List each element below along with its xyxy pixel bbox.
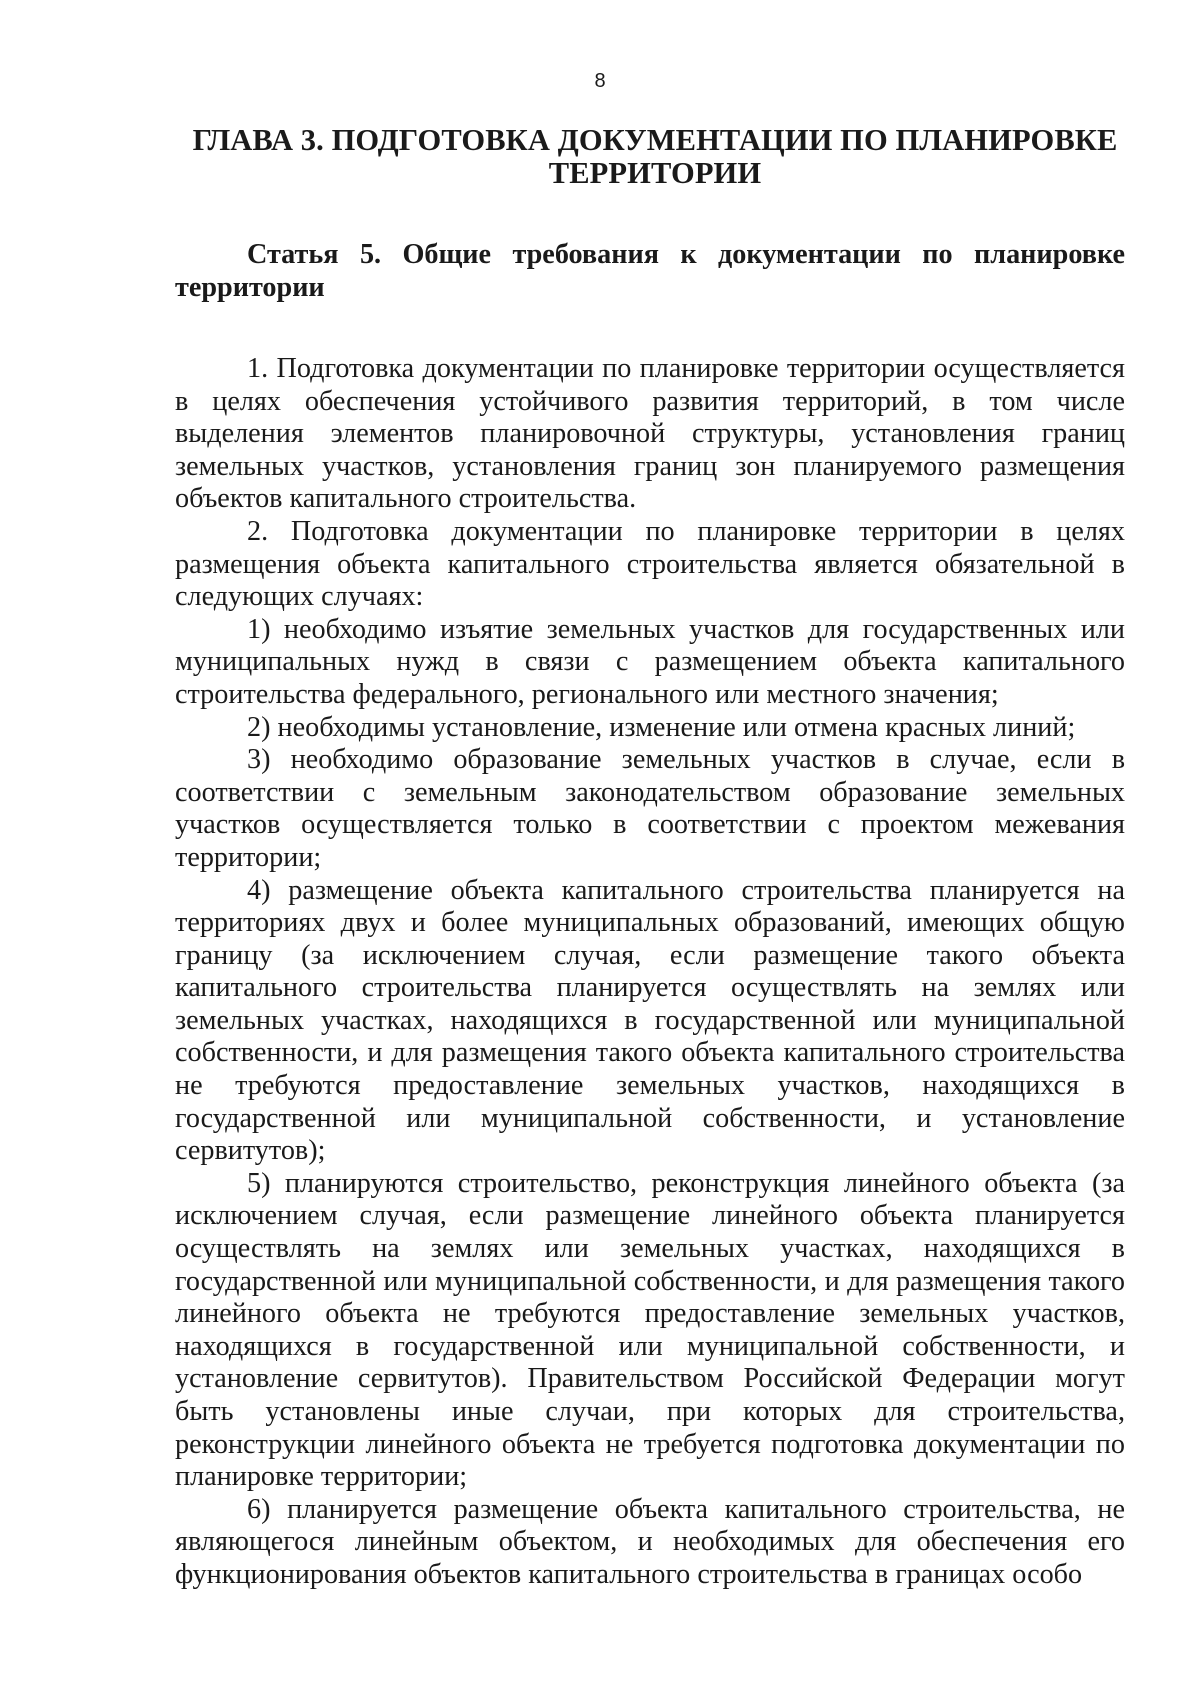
list-item-3: 3) необходимо образование земельных участков в случае, если в соответствии с земельным законодательством образование земельных участков осуществляется только в соответствии с проектом межевания территории; <box>175 744 1125 873</box>
paragraph-2: 2. Подготовка документации по планировке территории в целях размещения объекта капитального строительства является обязательной в следующих случаях: <box>175 515 1125 613</box>
chapter-title-line-2: ТЕРРИТОРИИ <box>548 156 762 190</box>
article-body <box>175 353 1125 1592</box>
article-title: Статья 5. Общие требования к документации по планировке территории <box>175 239 1125 303</box>
list-item-4: 4) размещение объекта капитального строительства планируется на территориях двух и более муниципальных образований, имеющих общую границу (за исключением случая, если размещение такого объекта капитального строительства планируется осуществлять на землях или земельных участках, находящихся в государственной или муниципальной собственности, и для размещения такого объекта капитального строительства не требуются предоставление земельных участков, находящихся в государственной или муниципальной собственности, и установление сервитутов); <box>175 874 1125 1167</box>
page-number: 8 <box>594 70 606 92</box>
chapter-title <box>175 124 1135 190</box>
list-item-2: 2) необходимы установление, изменение или отмена красных линий; <box>247 711 1076 743</box>
paragraph-1: 1. Подготовка документации по планировке территории осуществляется в целях обеспечения устойчивого развития территорий, в том числе выделения элементов планировочной структуры, установления границ земельных участков, установления границ зон планируемого размещения объектов капитального строительства. <box>175 353 1125 515</box>
list-item-1: 1) необходимо изъятие земельных участков для государственных или муниципальных нужд в связи с размещением объекта капитального строительства федерального, регионального или местного значения; <box>175 613 1125 710</box>
list-item-6: 6) планируется размещение объекта капитального строительства, не являющегося линейным объектом, и необходимых для обеспечения его функционирования объектов капитального строительства в границах особо <box>175 1493 1125 1590</box>
chapter-title-line-1: ГЛАВА 3. ПОДГОТОВКА ДОКУМЕНТАЦИИ ПО ПЛАНИРОВКЕ <box>192 123 1118 157</box>
list-item-5: 5) планируются строительство, реконструкция линейного объекта (за исключением случая, если размещение линейного объекта планируется осуществлять на землях или земельных участках, находящихся в государственной или муниципальной собственности, и для размещения такого линейного объекта не требуются предоставление земельных участков, находящихся в государственной или муниципальной собственности, и установление сервитутов). Правительством Российской Федерации могут быть установлены иные случаи, при которых для строительства, реконструкции линейного объекта не требуется подготовка документации по планировке территории; <box>175 1167 1125 1493</box>
